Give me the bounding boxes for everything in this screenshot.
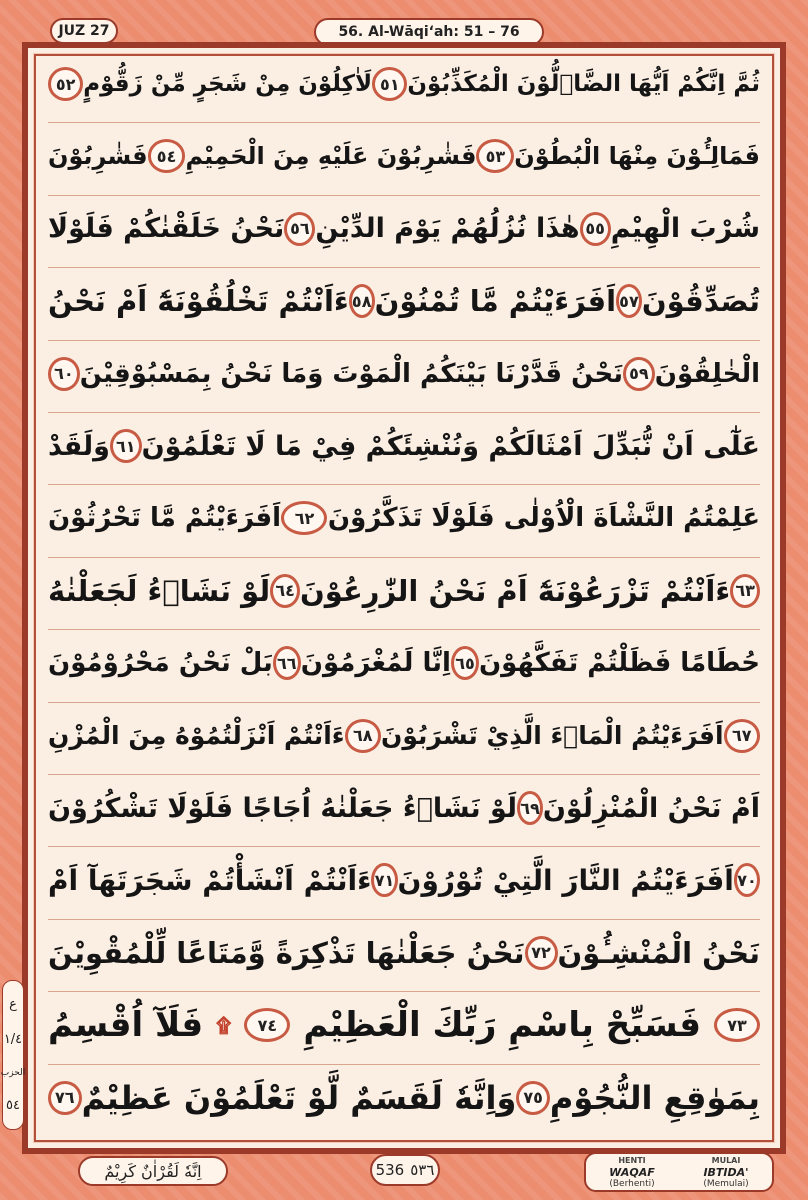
line-separator xyxy=(48,702,760,703)
ayah-text: ءَاَنْتُمْ اَنْشَأْتُمْ شَجَرَتَهَآ اَمْ xyxy=(48,863,372,897)
ayah-number-marker: ٥٦ xyxy=(284,212,315,246)
ayah-number-marker: ٥١ xyxy=(372,67,407,101)
text-line xyxy=(48,54,760,114)
line-separator xyxy=(48,484,760,485)
text-line xyxy=(48,416,760,476)
line-separator xyxy=(48,195,760,196)
ayah-number-marker: ٥٣ xyxy=(476,139,514,173)
waqaf-label: WAQAF xyxy=(609,1166,655,1179)
ayah-number-marker: ٧١ xyxy=(371,863,397,897)
ayah-number-marker: ٦٧ xyxy=(724,719,760,753)
ayah-number-marker: ٦٩ xyxy=(517,791,543,825)
quran-text xyxy=(48,54,760,1140)
line-separator xyxy=(48,1064,760,1065)
ayah-number-marker: ٦٥ xyxy=(451,646,479,680)
quarter-mark: ١/٤ xyxy=(3,1032,23,1048)
ayah-text: لَاٰكِلُوْنَ مِنْ شَجَرٍ مِّنْ زَقُّوْمٍ xyxy=(83,71,373,97)
ayah-number-marker: ٧٣ xyxy=(714,1008,760,1042)
line-separator xyxy=(48,846,760,847)
line-separator xyxy=(48,557,760,558)
line-separator xyxy=(48,267,760,268)
hizb-label: الحزب xyxy=(0,1067,26,1078)
ayah-number-marker: ٦١ xyxy=(110,429,142,463)
ayah-number-marker: ٥٥ xyxy=(580,212,611,246)
text-line xyxy=(48,1068,760,1128)
sajdah-mark: ۩ xyxy=(216,1013,232,1038)
line-separator xyxy=(48,412,760,413)
page-number xyxy=(370,1154,440,1186)
text-line xyxy=(48,633,760,693)
ayah-number-marker: ٦٢ xyxy=(281,501,327,535)
ayah-text: بِمَوٰقِعِ النُّجُوْمِ xyxy=(549,1078,760,1117)
ayah-text: نَحْنُ خَلَقْنٰكُمْ فَلَوْلَا xyxy=(48,213,285,245)
text-line xyxy=(48,126,760,186)
text-line xyxy=(48,706,760,766)
surah-title: 56. Al-Wāqi‘ah: 51 – 76 xyxy=(314,18,544,46)
ayah-text: هٰذَا نُزُلُهُمْ يَوْمَ الدِّيْنِ xyxy=(315,213,580,245)
ayah-text: اَفَرَءَيْتُمُ النَّارَ الَّتِيْ تُوْرُوْنَ xyxy=(397,863,734,897)
ayah-text: عَلِمْتُمُ النَّشْاَةَ الْاُوْلٰى فَلَوْلَا تَذَكَّرُوْنَ xyxy=(327,503,760,534)
line-separator xyxy=(48,919,760,920)
ayah-number-marker: ٧٠ xyxy=(734,863,760,897)
ayah-text: لَوْ نَشَاۤءُ جَعَلْنٰهُ اُجَاجًا فَلَوْلَا تَشْكُرُوْنَ xyxy=(48,792,518,824)
ayah-number-marker: ٦٠ xyxy=(48,357,80,391)
ayah-number-marker: ٧٦ xyxy=(48,1081,82,1115)
ayah-text: فَشٰرِبُوْنَ xyxy=(48,142,148,171)
ayah-text: وَلَقَدْ xyxy=(48,430,110,462)
ayah-text: اَفَرَءَيْتُمْ مَّا تَحْرُثُوْنَ xyxy=(48,503,282,534)
ayah-text: عَلٰٓى اَنْ نُّبَدِّلَ اَمْثَالَكُمْ وَنُنْشِئَكُمْ فِيْ مَا لَا تَعْلَمُوْنَ xyxy=(141,430,760,462)
hizb-number: ٥٤ xyxy=(6,1097,20,1113)
ayah-text: اَمْ نَحْنُ الْمُنْزِلُوْنَ xyxy=(542,792,760,824)
line-separator xyxy=(48,991,760,992)
ayah-text: اِنَّا لَمُغْرَمُوْنَ xyxy=(300,648,451,679)
ayah-number-marker: ٦٨ xyxy=(345,719,381,753)
waqaf-legend xyxy=(584,1152,774,1192)
henti-label: HENTI xyxy=(618,1156,646,1165)
footer-quote: اِنَّهٗ لَقُرْاٰنٌ كَرِيْمٌ xyxy=(78,1156,228,1186)
ayah-number-marker: ٧٢ xyxy=(525,936,558,970)
ayah-text: نَحْنُ الْمُنْشِـُٔوْنَ xyxy=(557,935,760,970)
text-line xyxy=(48,271,760,331)
ayah-text: نَحْنُ جَعَلْنٰهَا تَذْكِرَةً وَّمَتَاعًا لِّلْمُقْوِيْنَ xyxy=(48,935,525,970)
text-line xyxy=(48,995,760,1055)
text-line xyxy=(48,488,760,548)
ayah-text: ءَاَنْتُمْ تَخْلُقُوْنَهٗٓ اَمْ نَحْنُ xyxy=(48,284,349,319)
waqaf-sub: (Berhenti) xyxy=(609,1179,655,1189)
ayah-number-marker: ٥٩ xyxy=(623,357,655,391)
text-line xyxy=(48,199,760,259)
line-separator xyxy=(48,774,760,775)
line-separator xyxy=(48,629,760,630)
text-line xyxy=(48,778,760,838)
page-number-latin: 536 xyxy=(375,1161,405,1179)
ayah-text: الْخٰلِقُوْنَ xyxy=(654,358,760,389)
text-line xyxy=(48,344,760,404)
ayah-text: لَوْ نَشَاۤءُ لَجَعَلْنٰهُ xyxy=(48,573,271,608)
ayah-text: فَلَآ اُقْسِمُ xyxy=(48,1005,204,1046)
line-separator xyxy=(48,122,760,123)
ayah-number-marker: ٦٣ xyxy=(730,574,760,608)
ayah-text: ثُمَّ اِنَّكُمْ اَيُّهَا الضَّاۤلُّوْنَ الْمُكَذِّبُوْنَ xyxy=(407,71,760,97)
hizb-marker xyxy=(2,980,24,1130)
ayah-number-marker: ٦٤ xyxy=(270,574,300,608)
ayah-text: فَمَالِـُٔوْنَ مِنْهَا الْبُطُوْنَ xyxy=(514,142,760,171)
ibtida-sub: (Memulai) xyxy=(703,1179,749,1189)
ayah-text: حُطَامًا فَظَلْتُمْ تَفَكَّهُوْنَ xyxy=(478,648,760,679)
mulai-label: MULAI xyxy=(711,1156,741,1165)
ayah-number-marker: ٥٢ xyxy=(48,67,83,101)
ayah-text: نَحْنُ قَدَّرْنَا بَيْنَكُمُ الْمَوْتَ وَمَا نَحْنُ بِمَسْبُوْقِيْنَ xyxy=(79,358,624,389)
text-line xyxy=(48,923,760,983)
text-line xyxy=(48,561,760,621)
ayah-text: وَاِنَّهٗ لَقَسَمٌ لَّوْ تَعْلَمُوْنَ عَظِيْمٌ xyxy=(81,1078,517,1117)
footer-bar xyxy=(0,1150,808,1200)
ayah-text: فَشٰرِبُوْنَ عَلَيْهِ مِنَ الْحَمِيْمِ xyxy=(185,142,477,171)
header-bar xyxy=(44,14,764,42)
ain-mark: ع xyxy=(9,997,17,1013)
juz-label: JUZ 27 xyxy=(50,18,118,44)
ayah-text: اَفَرَءَيْتُمْ مَّا تُمْنُوْنَ xyxy=(374,284,617,319)
line-separator xyxy=(48,340,760,341)
ayah-text: ءَاَنْتُمْ اَنْزَلْتُمُوْهُ مِنَ الْمُزْنِ xyxy=(48,721,345,751)
ayah-number-marker: ٧٤ xyxy=(244,1008,290,1042)
text-line xyxy=(48,850,760,910)
ayah-text: بَلْ نَحْنُ مَحْرُوْمُوْنَ xyxy=(48,648,273,679)
ayah-text: تُصَدِّقُوْنَ xyxy=(641,284,760,319)
ayah-text: ءَاَنْتُمْ تَزْرَعُوْنَهٗٓ اَمْ نَحْنُ الزّٰرِعُوْنَ xyxy=(300,573,731,608)
ayah-text: فَسَبِّحْ بِاسْمِ رَبِّكَ الْعَظِيْمِ xyxy=(303,1005,701,1046)
ayah-number-marker: ٧٥ xyxy=(516,1081,550,1115)
ayah-number-marker: ٥٨ xyxy=(349,284,375,318)
ayah-number-marker: ٥٧ xyxy=(616,284,642,318)
ayah-text: اَفَرَءَيْتُمُ الْمَاۤءَ الَّذِيْ تَشْرَبُوْنَ xyxy=(381,721,724,751)
page-number-arabic: ٥٣٦ xyxy=(410,1161,435,1179)
ayah-number-marker: ٥٤ xyxy=(148,139,186,173)
ayah-number-marker: ٦٦ xyxy=(273,646,301,680)
ayah-text: شُرْبَ الْهِيْمِ xyxy=(610,213,760,245)
ibtida-label: IBTIDA' xyxy=(703,1166,749,1179)
